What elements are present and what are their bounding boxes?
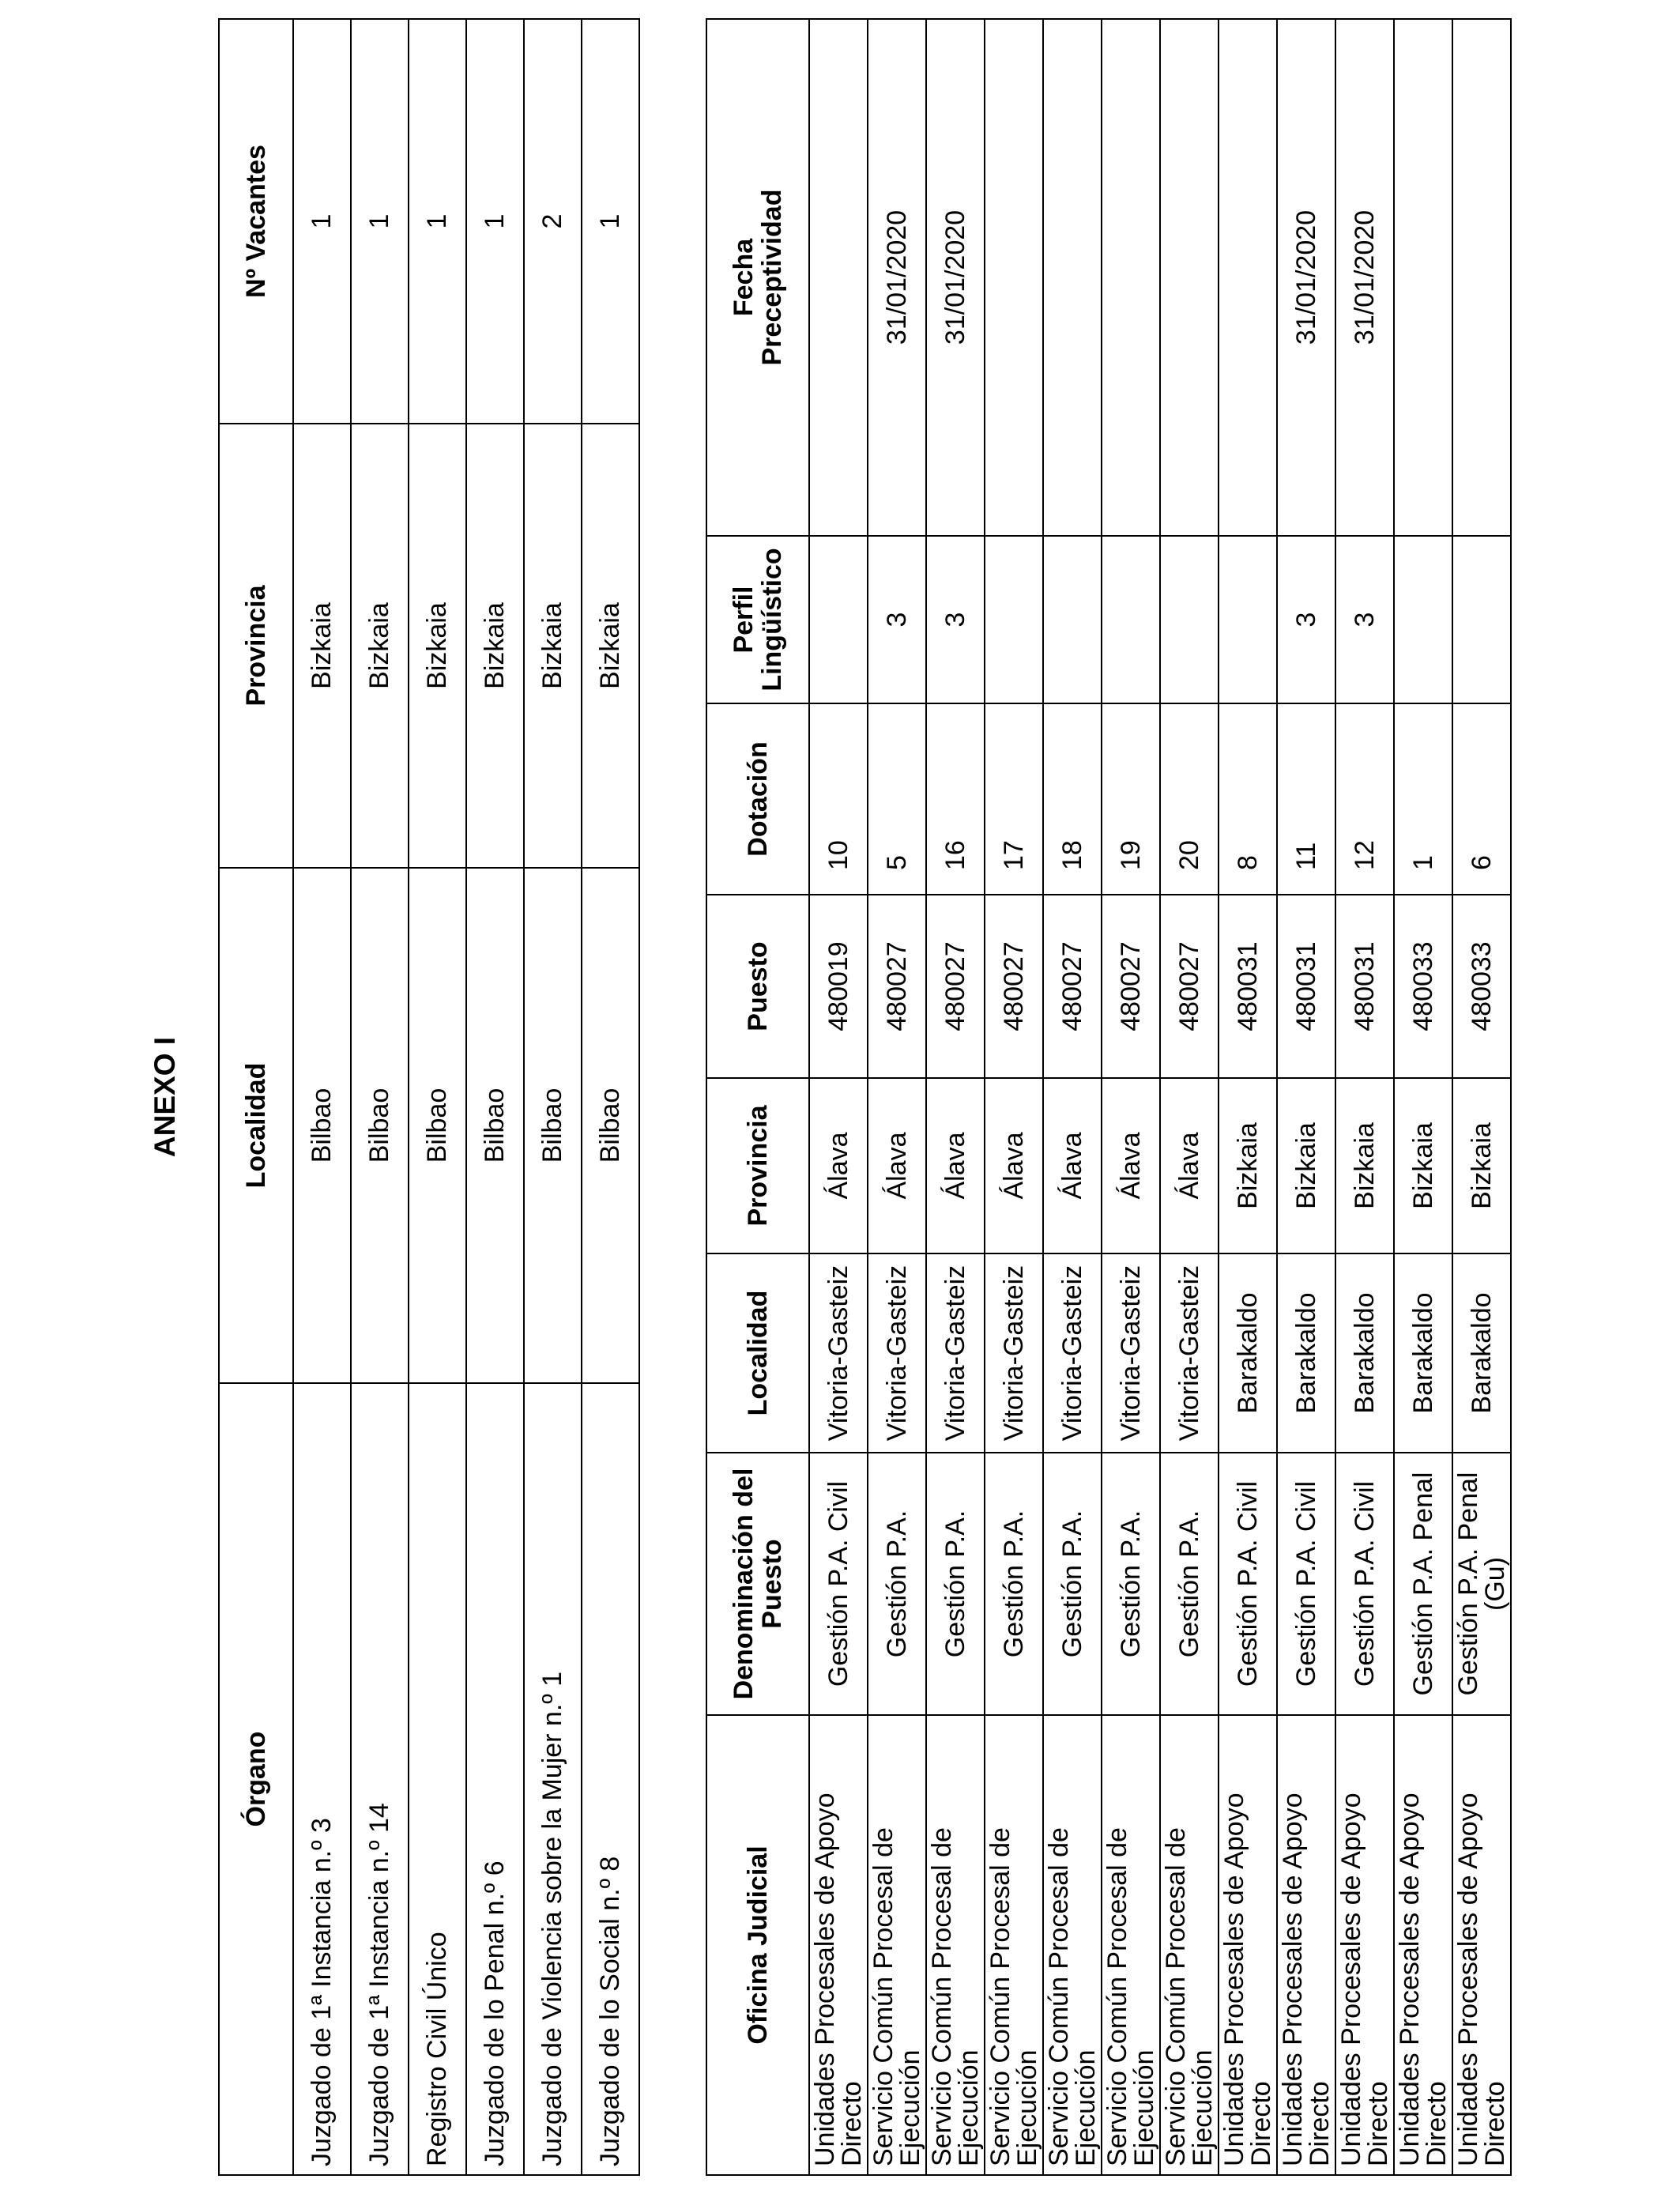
cell-denominacion xyxy=(926,1453,985,1715)
cell-fecha xyxy=(1043,19,1102,536)
cell-denominacion xyxy=(1452,1453,1511,1715)
cell-denominacion-line1: Gestión P.A. xyxy=(1174,1510,1204,1658)
cell-provincia: Álava xyxy=(1102,1078,1160,1253)
header-provincia: Provincia xyxy=(219,424,293,868)
cell-dotacion: 1 xyxy=(1394,703,1452,895)
cell-organo: Registro Civil Único xyxy=(409,1383,466,2175)
header-puesto xyxy=(706,895,809,1078)
cell-vacantes: 1 xyxy=(409,19,466,424)
cell-oficina: Unidades Procesales de Apoyo Directo xyxy=(1394,1715,1452,2175)
cell-dotacion: 11 xyxy=(1277,703,1335,895)
cell-provincia: Bizkaia xyxy=(524,424,582,868)
cell-provincia: Bizkaia xyxy=(1219,1078,1277,1253)
cell-fecha: 31/01/2020 xyxy=(1277,19,1335,536)
cell-provincia: Bizkaia xyxy=(582,424,639,868)
cell-dotacion: 6 xyxy=(1452,703,1511,895)
header-dotacion xyxy=(706,703,809,895)
cell-oficina: Servicio Común Procesal de Ejecución xyxy=(1102,1715,1160,2175)
header-oficina xyxy=(706,1715,809,2175)
table-row xyxy=(1452,19,1511,2175)
cell-localidad: Bilbao xyxy=(409,868,466,1383)
cell-fecha xyxy=(1452,19,1511,536)
cell-oficina: Servicio Común Procesal de Ejecución xyxy=(868,1715,926,2175)
cell-puesto: 480027 xyxy=(1102,895,1160,1078)
table-row xyxy=(985,19,1043,2175)
cell-provincia: Bizkaia xyxy=(1277,1078,1335,1253)
header-localidad: Localidad xyxy=(219,868,293,1383)
cell-fecha xyxy=(1102,19,1160,536)
cell-perfil xyxy=(985,536,1043,703)
cell-vacantes: 2 xyxy=(524,19,582,424)
cell-localidad: Vitoria-Gasteiz xyxy=(1160,1253,1219,1453)
cell-provincia: Álava xyxy=(809,1078,868,1253)
table-row xyxy=(466,19,524,2175)
cell-localidad: Bilbao xyxy=(524,868,582,1383)
cell-provincia: Bizkaia xyxy=(351,424,409,868)
cell-puesto: 480031 xyxy=(1335,895,1394,1078)
table-header-row xyxy=(706,19,809,2175)
cell-fecha: 31/01/2020 xyxy=(1335,19,1394,536)
cell-denominacion-line1: Gestión P.A. Penal xyxy=(1408,1472,1438,1696)
table-row xyxy=(351,19,409,2175)
cell-fecha xyxy=(1160,19,1219,536)
table-row xyxy=(1160,19,1219,2175)
cell-localidad: Vitoria-Gasteiz xyxy=(809,1253,868,1453)
cell-provincia: Álava xyxy=(985,1078,1043,1253)
cell-perfil xyxy=(809,536,868,703)
cell-oficina: Unidades Procesales de Apoyo Directo xyxy=(1219,1715,1277,2175)
cell-puesto: 480027 xyxy=(868,895,926,1078)
cell-denominacion-line1: Gestión P.A. xyxy=(882,1510,912,1658)
cell-provincia: Bizkaia xyxy=(1452,1078,1511,1253)
cell-puesto: 480027 xyxy=(1160,895,1219,1078)
cell-provincia: Álava xyxy=(926,1078,985,1253)
cell-denominacion-line1: Gestión P.A. xyxy=(1116,1510,1146,1658)
cell-localidad: Vitoria-Gasteiz xyxy=(868,1253,926,1453)
cell-dotacion: 16 xyxy=(926,703,985,895)
cell-denominacion xyxy=(1043,1453,1102,1715)
cell-provincia: Álava xyxy=(868,1078,926,1253)
table-row xyxy=(1219,19,1277,2175)
cell-localidad: Barakaldo xyxy=(1394,1253,1452,1453)
cell-dotacion: 5 xyxy=(868,703,926,895)
cell-perfil xyxy=(1394,536,1452,703)
cell-denominacion-line1: Gestión P.A. Civil xyxy=(1233,1480,1263,1687)
header-denominacion-line1: Denominación del xyxy=(729,1468,759,1700)
cell-fecha xyxy=(1219,19,1277,536)
cell-puesto: 480019 xyxy=(809,895,868,1078)
table-row xyxy=(868,19,926,2175)
header-oficina-label: Oficina Judicial xyxy=(743,1845,773,2045)
cell-dotacion: 8 xyxy=(1219,703,1277,895)
header-localidad-label: Localidad xyxy=(743,1290,773,1416)
header-puesto-label: Puesto xyxy=(743,941,773,1031)
cell-provincia: Bizkaia xyxy=(1394,1078,1452,1253)
cell-puesto: 480027 xyxy=(1043,895,1102,1078)
cell-perfil xyxy=(1452,536,1511,703)
cell-provincia: Bizkaia xyxy=(409,424,466,868)
cell-vacantes: 1 xyxy=(466,19,524,424)
cell-localidad: Barakaldo xyxy=(1277,1253,1335,1453)
table-row xyxy=(409,19,466,2175)
cell-perfil xyxy=(1160,536,1219,703)
cell-localidad: Bilbao xyxy=(466,868,524,1383)
table-row xyxy=(926,19,985,2175)
cell-fecha: 31/01/2020 xyxy=(868,19,926,536)
header-localidad xyxy=(706,1253,809,1453)
cell-puesto: 480031 xyxy=(1219,895,1277,1078)
cell-fecha xyxy=(1394,19,1452,536)
cell-oficina: Unidades Procesales de Apoyo Directo xyxy=(1335,1715,1394,2175)
cell-denominacion xyxy=(985,1453,1043,1715)
cell-vacantes: 1 xyxy=(293,19,351,424)
cell-puesto: 480031 xyxy=(1277,895,1335,1078)
cell-denominacion xyxy=(809,1453,868,1715)
cell-vacantes: 1 xyxy=(351,19,409,424)
header-perfil xyxy=(706,536,809,703)
document-title: ANEXO I xyxy=(149,1036,181,1158)
cell-denominacion-line1: Gestión P.A. Civil xyxy=(823,1480,853,1687)
cell-fecha: 31/01/2020 xyxy=(926,19,985,536)
cell-dotacion: 18 xyxy=(1043,703,1102,895)
cell-perfil: 3 xyxy=(868,536,926,703)
cell-oficina: Servicio Común Procesal de Ejecución xyxy=(1043,1715,1102,2175)
header-fecha-line2: Preceptividad xyxy=(757,189,787,366)
header-perfil-line1: Perfil xyxy=(729,586,759,654)
cell-perfil xyxy=(1102,536,1160,703)
cell-provincia: Bizkaia xyxy=(293,424,351,868)
header-provincia xyxy=(706,1078,809,1253)
organos-table-body xyxy=(293,19,639,2175)
cell-puesto: 480033 xyxy=(1452,895,1511,1078)
cell-localidad: Barakaldo xyxy=(1452,1253,1511,1453)
table-row xyxy=(809,19,868,2175)
cell-denominacion xyxy=(1394,1453,1452,1715)
cell-perfil xyxy=(1219,536,1277,703)
cell-organo: Juzgado de 1ª Instancia n.º 14 xyxy=(351,1383,409,2175)
cell-provincia: Bizkaia xyxy=(1335,1078,1394,1253)
cell-denominacion-line1: Gestión P.A. xyxy=(999,1510,1029,1658)
cell-localidad: Barakaldo xyxy=(1335,1253,1394,1453)
cell-dotacion: 10 xyxy=(809,703,868,895)
organos-table xyxy=(218,18,640,2176)
cell-provincia: Álava xyxy=(1043,1078,1102,1253)
table-row xyxy=(524,19,582,2175)
cell-puesto: 480027 xyxy=(985,895,1043,1078)
cell-denominacion-line1: Gestión P.A. Penal xyxy=(1453,1472,1483,1696)
cell-denominacion xyxy=(1277,1453,1335,1715)
puestos-table-body xyxy=(809,19,1511,2175)
cell-denominacion-line1: Gestión P.A. Civil xyxy=(1350,1480,1380,1687)
cell-denominacion xyxy=(1160,1453,1219,1715)
cell-localidad: Vitoria-Gasteiz xyxy=(985,1253,1043,1453)
cell-organo: Juzgado de lo Social n.º 8 xyxy=(582,1383,639,2175)
table-row xyxy=(293,19,351,2175)
cell-denominacion xyxy=(1102,1453,1160,1715)
cell-localidad: Bilbao xyxy=(582,868,639,1383)
header-fecha-line1: Fecha xyxy=(729,238,759,317)
cell-provincia: Álava xyxy=(1160,1078,1219,1253)
cell-denominacion-line1: Gestión P.A. xyxy=(1057,1510,1087,1658)
cell-denominacion xyxy=(1335,1453,1394,1715)
cell-denominacion-line1: Gestión P.A. Civil xyxy=(1291,1480,1321,1687)
header-vacantes: Nº Vacantes xyxy=(219,19,293,424)
cell-localidad: Bilbao xyxy=(351,868,409,1383)
cell-perfil: 3 xyxy=(926,536,985,703)
cell-dotacion: 17 xyxy=(985,703,1043,895)
cell-perfil: 3 xyxy=(1277,536,1335,703)
table-row xyxy=(582,19,639,2175)
table-row xyxy=(1102,19,1160,2175)
cell-dotacion: 12 xyxy=(1335,703,1394,895)
cell-organo: Juzgado de lo Penal n.º 6 xyxy=(466,1383,524,2175)
header-perfil-line2: Lingüístico xyxy=(757,548,787,692)
header-fecha xyxy=(706,19,809,536)
cell-puesto: 480033 xyxy=(1394,895,1452,1078)
cell-vacantes: 1 xyxy=(582,19,639,424)
cell-oficina: Unidades Procesales de Apoyo Directo xyxy=(1277,1715,1335,2175)
cell-oficina: Servicio Común Procesal de Ejecución xyxy=(1160,1715,1219,2175)
cell-oficina: Servicio Común Procesal de Ejecución xyxy=(985,1715,1043,2175)
cell-perfil xyxy=(1043,536,1102,703)
cell-fecha xyxy=(985,19,1043,536)
cell-puesto: 480027 xyxy=(926,895,985,1078)
header-organo: Órgano xyxy=(219,1383,293,2175)
cell-oficina: Servicio Común Procesal de Ejecución xyxy=(926,1715,985,2175)
cell-denominacion xyxy=(1219,1453,1277,1715)
cell-oficina: Unidades Procesales de Apoyo Directo xyxy=(809,1715,868,2175)
cell-denominacion-line1: Gestión P.A. xyxy=(940,1510,970,1658)
table-row xyxy=(1277,19,1335,2175)
table-header-row xyxy=(219,19,293,2175)
cell-oficina: Unidades Procesales de Apoyo Directo xyxy=(1452,1715,1511,2175)
header-denominacion xyxy=(706,1453,809,1715)
cell-fecha xyxy=(809,19,868,536)
cell-dotacion: 20 xyxy=(1160,703,1219,895)
cell-localidad: Vitoria-Gasteiz xyxy=(1102,1253,1160,1453)
cell-localidad: Bilbao xyxy=(293,868,351,1383)
header-dotacion-label: Dotación xyxy=(743,741,773,857)
puestos-table xyxy=(706,18,1512,2176)
header-denominacion-line2: Puesto xyxy=(757,1539,787,1629)
cell-localidad: Vitoria-Gasteiz xyxy=(1043,1253,1102,1453)
cell-dotacion: 19 xyxy=(1102,703,1160,895)
cell-provincia: Bizkaia xyxy=(466,424,524,868)
cell-denominacion-line2: (Gu) xyxy=(1480,1557,1510,1611)
cell-organo: Juzgado de Violencia sobre la Mujer n.º 1 xyxy=(524,1383,582,2175)
cell-localidad: Vitoria-Gasteiz xyxy=(926,1253,985,1453)
cell-perfil: 3 xyxy=(1335,536,1394,703)
cell-organo: Juzgado de 1ª Instancia n.º 3 xyxy=(293,1383,351,2175)
header-provincia-label: Provincia xyxy=(743,1105,773,1227)
cell-localidad: Barakaldo xyxy=(1219,1253,1277,1453)
table-row xyxy=(1394,19,1452,2175)
cell-denominacion xyxy=(868,1453,926,1715)
table-row xyxy=(1043,19,1102,2175)
table-row xyxy=(1335,19,1394,2175)
